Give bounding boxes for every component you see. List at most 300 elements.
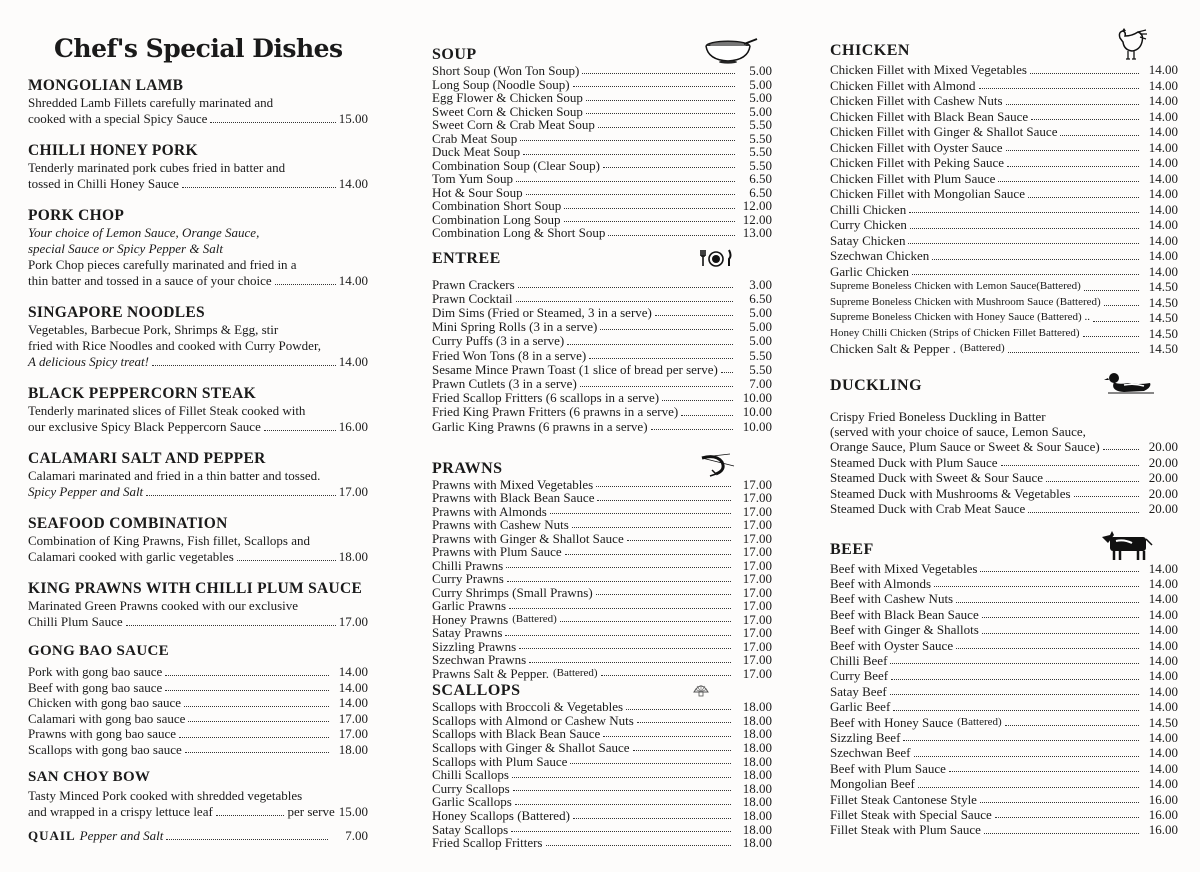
dish-description (28, 257, 368, 273)
description-text: Pork Chop pieces carefully marinated and fried in a (28, 257, 297, 272)
dot-leader (603, 159, 735, 169)
dot-leader (526, 186, 735, 196)
dot-leader (518, 278, 733, 288)
dot-leader (598, 118, 735, 128)
menu-item (432, 714, 772, 728)
menu-item (830, 715, 1178, 730)
price: 5.50 (749, 361, 772, 377)
soup-bowl-icon (702, 38, 758, 64)
item-note: (Battered) (553, 666, 598, 679)
item-name: Steamed Duck with Crab Meat Sauce (830, 501, 1026, 516)
item-name: Curry Beef (830, 668, 889, 684)
special-dish (28, 580, 368, 630)
item-name: Chilli Scallops (432, 767, 509, 783)
dot-leader (637, 714, 731, 724)
item-name: Curry Scallops (432, 780, 510, 796)
description-text: A delicious Spicy treat! (28, 354, 149, 369)
section-title-soup: SOUP (432, 46, 477, 63)
soup-header (432, 38, 772, 64)
price: 16.00 (338, 419, 368, 434)
item-name: Garlic Beef (830, 699, 891, 715)
price: 20.00 (1148, 470, 1178, 485)
section-title-san-choy-bow: SAN CHOY BOW (28, 769, 151, 785)
price: 10.00 (742, 390, 772, 406)
description-text: Vegetables, Barbecue Pork, Shrimps & Egg, stir (28, 322, 279, 337)
price: 17.00 (338, 726, 368, 741)
item-name: Fried Scallop Fritters (6 scallops in a serve) (432, 390, 660, 406)
item-name: Crab Meat Soup (432, 130, 518, 146)
item-name: Sweet Corn & Crab Meat Soup (432, 117, 595, 132)
price: 14.00 (1148, 622, 1178, 638)
description-text: Shredded Lamb Fillets carefully marinated and (28, 95, 274, 110)
price: 18.00 (742, 712, 772, 728)
price: 5.50 (749, 157, 772, 173)
price: 14.50 (1148, 294, 1178, 310)
dot-leader (1007, 155, 1139, 167)
dot-leader (890, 684, 1139, 695)
special-dish (28, 207, 368, 289)
price: 14.50 (1148, 310, 1178, 325)
dot-leader (1104, 295, 1139, 307)
description-text: thin batter and tossed in a sauce of your choice (28, 273, 272, 288)
description-text: tossed in Chilli Honey Sauce (28, 176, 179, 191)
item-name: Scallops with gong bao sauce (28, 741, 182, 757)
item-name: Prawns with gong bao sauce (28, 726, 177, 741)
price: 20.00 (1148, 485, 1178, 501)
item-name: Beef with Ginger & Shallots (830, 622, 979, 638)
menu-item (432, 405, 772, 419)
duckling-desc: Crispy Fried Boneless Duckling in Batter (served with your choice of sauce, Lemon Sauce, Orange Sauce, Plum Sauce or Sweet & Sour Sauce) 20.00 (830, 408, 1178, 454)
price: 14.00 (1148, 108, 1178, 124)
item-name: Chicken Salt & Pepper . (830, 341, 957, 356)
dot-leader (601, 667, 731, 677)
item-name: Chicken Fillet with Ginger & Shallot Sauce (830, 124, 1058, 139)
dot-leader (506, 559, 731, 569)
rooster-icon (1114, 28, 1148, 62)
price: 17.00 (742, 571, 772, 587)
menu-item (830, 561, 1178, 576)
price: 14.00 (1148, 77, 1178, 93)
dot-leader (979, 78, 1139, 90)
item-name: Tom Yum Soup (432, 171, 513, 186)
description-text: Your choice of Lemon Sauce, Orange Sauce, (28, 225, 260, 240)
menu-item (830, 155, 1178, 171)
dot-leader (512, 768, 731, 778)
menu-item (432, 199, 772, 213)
dot-leader (603, 727, 731, 737)
item-name: Chicken Fillet with Mongolian Sauce (830, 186, 1025, 201)
menu-item (830, 186, 1178, 202)
item-name: Prawns with Black Bean Sauce (432, 490, 595, 506)
dot-leader (918, 776, 1139, 787)
menu-item (432, 700, 772, 714)
menu-item (830, 607, 1178, 622)
item-name: Honey Scallops (Battered) (432, 807, 570, 823)
dot-leader (982, 622, 1139, 633)
price: 16.00 (1148, 822, 1178, 838)
description-text: cooked with a special Spicy Sauce (28, 111, 208, 126)
price: 17.00 (338, 484, 368, 499)
price: 17.00 (338, 710, 368, 726)
dot-leader (893, 699, 1139, 710)
dish-description (28, 419, 368, 435)
dot-leader (564, 199, 735, 209)
item-name: Chilli Beef (830, 652, 888, 668)
menu-item (432, 532, 772, 546)
menu-item (432, 640, 772, 654)
dot-leader (914, 745, 1140, 756)
item-name: Supreme Boneless Chicken with Honey Sauce (Battered) .. (830, 311, 1090, 323)
dot-leader (982, 607, 1139, 618)
dot-leader (909, 202, 1139, 214)
dot-leader (1060, 124, 1139, 136)
menu-item (28, 664, 368, 680)
beef-header (830, 531, 1178, 561)
price: 14.00 (1148, 575, 1178, 591)
menu-item (432, 505, 772, 519)
menu-item (830, 233, 1178, 249)
price: 18.00 (742, 780, 772, 796)
dot-leader (903, 730, 1139, 741)
section-title-chicken: CHICKEN (830, 42, 910, 59)
price: 5.00 (749, 333, 772, 349)
dish-description (28, 322, 368, 338)
san-choy-bow-desc: Tasty Minced Pork cooked with shredded vegetables (28, 788, 303, 803)
menu-item (432, 727, 772, 741)
price: 18.00 (742, 807, 772, 823)
menu-item (830, 341, 1178, 357)
special-dish (28, 515, 368, 565)
menu-item (830, 653, 1178, 668)
special-dish (28, 450, 368, 500)
dot-leader (934, 576, 1139, 587)
price: 7.00 (749, 375, 772, 391)
dot-leader (565, 545, 731, 555)
menu-item (432, 599, 772, 613)
menu-item (830, 668, 1178, 683)
item-name: Prawns with Almonds (432, 503, 547, 519)
dot-leader (980, 792, 1139, 803)
menu-item (432, 823, 772, 837)
menu-item (432, 586, 772, 600)
menu-item (28, 695, 368, 711)
dish-description (28, 95, 368, 111)
price: 14.00 (1148, 729, 1178, 745)
menu-item (28, 680, 368, 696)
dot-leader (1046, 470, 1139, 482)
item-note: (Battered) (957, 715, 1002, 728)
price: 17.00 (742, 517, 772, 533)
menu-item (432, 118, 772, 132)
item-name: Prawn Cutlets (3 in a serve) (432, 375, 577, 391)
dish-description (28, 338, 368, 354)
entree-items (432, 278, 772, 434)
dot-leader (516, 172, 735, 182)
dish-name: CHILLI HONEY PORK (28, 142, 198, 159)
quail-item (28, 828, 368, 844)
price: 14.50 (1148, 279, 1178, 294)
menu-item (432, 613, 772, 627)
description-text: Tenderly marinated pork cubes fried in batter and (28, 160, 286, 175)
description-text: Calamari cooked with garlic vegetables (28, 549, 234, 564)
dot-leader (627, 532, 731, 542)
menu-item (432, 768, 772, 782)
dot-leader (681, 405, 733, 415)
item-name: Duck Meat Soup (432, 144, 521, 159)
quail-desc: Pepper and Salt (79, 828, 164, 843)
prawn-icon (696, 452, 736, 478)
item-name: Beef with Honey Sauce (830, 714, 954, 730)
menu-item (432, 741, 772, 755)
dot-leader (1006, 140, 1139, 152)
dot-leader (509, 599, 731, 609)
dot-leader (956, 591, 1139, 602)
dish-name: KING PRAWNS WITH CHILLI PLUM SAUCE (28, 580, 363, 597)
item-name: Satay Scallops (432, 821, 509, 837)
price: 14.00 (1148, 637, 1178, 653)
price: 5.00 (749, 90, 772, 105)
menu-item (432, 653, 772, 667)
dish-description (28, 176, 368, 192)
item-name: Fried Won Tons (8 in a serve) (432, 347, 587, 363)
menu-item (432, 518, 772, 532)
dot-leader (908, 233, 1139, 245)
price: 20.00 (1148, 454, 1178, 470)
dish-description (28, 160, 368, 176)
price: 14.00 (1148, 217, 1178, 232)
price: 15.00 (338, 111, 368, 126)
price: 5.00 (749, 63, 772, 78)
price: 14.50 (1148, 325, 1178, 341)
duckling-header (830, 371, 1178, 395)
dot-leader (275, 273, 336, 285)
price: 18.00 (742, 821, 772, 837)
price: 5.00 (749, 76, 772, 92)
dot-leader (505, 626, 731, 636)
item-name: Fillet Steak with Plum Sauce (830, 822, 981, 838)
quail-price: 7.00 (345, 828, 368, 843)
dot-leader (633, 741, 731, 751)
column-soup-entree-seafood (432, 38, 772, 850)
item-name: Prawns Salt & Pepper. (432, 665, 549, 681)
item-name: Honey Prawns (432, 611, 509, 627)
menu-item (432, 64, 772, 78)
item-name: Beef with Oyster Sauce (830, 637, 954, 653)
menu-item (830, 807, 1178, 822)
description-text: fried with Rice Noodles and cooked with Curry Powder, (28, 338, 322, 353)
dot-leader (998, 171, 1139, 183)
dish-description (28, 403, 368, 419)
dot-leader (890, 653, 1139, 664)
item-name: Curry Chicken (830, 217, 907, 232)
menu-item (830, 62, 1178, 78)
menu-item (432, 132, 772, 146)
item-note: (Battered) (512, 612, 557, 625)
dot-leader (1001, 455, 1139, 467)
price: 6.50 (749, 171, 772, 186)
scallops-header (432, 682, 772, 700)
dot-leader (166, 828, 328, 840)
item-name: Beef with Plum Sauce (830, 760, 946, 776)
menu-item (432, 363, 772, 377)
price: 14.00 (1148, 93, 1178, 108)
dot-leader (511, 823, 731, 833)
item-name: Calamari with gong bao sauce (28, 710, 186, 726)
price: 5.00 (749, 103, 772, 119)
dot-leader (567, 334, 733, 344)
item-name: Supreme Boneless Chicken with Lemon Sauce(Battered) (830, 280, 1081, 292)
menu-item (432, 306, 772, 320)
dish-description (28, 241, 368, 257)
price: 14.00 (1148, 201, 1178, 217)
menu-item (830, 140, 1178, 156)
dot-leader (1005, 715, 1139, 726)
menu-item (432, 213, 772, 227)
price: 14.50 (1148, 714, 1178, 730)
item-name: Short Soup (Won Ton Soup) (432, 63, 580, 78)
san-choy-bow-desc-price: and wrapped in a crispy lettuce leaf per serve 15.00 (28, 804, 368, 819)
dish-name: BLACK PEPPERCORN STEAK (28, 385, 256, 402)
quail-label: QUAIL (28, 828, 76, 843)
menu-item (432, 420, 772, 434)
item-name: Fried King Prawn Fritters (6 prawns in a serve) (432, 404, 679, 420)
menu-item (432, 795, 772, 809)
dot-leader (146, 484, 336, 496)
item-name: Sweet Corn & Chicken Soup (432, 103, 583, 119)
menu-item (830, 622, 1178, 637)
item-name: Hot & Sour Soup (432, 184, 523, 200)
dot-leader (626, 700, 731, 710)
price: 18.00 (338, 549, 368, 564)
price: 18.00 (742, 726, 772, 742)
menu-item (830, 501, 1178, 517)
menu-item (432, 572, 772, 586)
price: 18.00 (742, 767, 772, 783)
price: 14.00 (338, 176, 368, 191)
dot-leader (126, 614, 336, 626)
dot-leader (580, 377, 733, 387)
price: 14.00 (1148, 606, 1178, 622)
price: 13.00 (742, 225, 772, 240)
dot-leader (179, 726, 329, 738)
item-name: Chicken Fillet with Oyster Sauce (830, 139, 1003, 155)
item-name: Satay Beef (830, 683, 887, 699)
menu-item (830, 202, 1178, 218)
menu-item (432, 491, 772, 505)
menu-item (432, 478, 772, 492)
price: 14.00 (1148, 683, 1178, 699)
description-text: Marinated Green Prawns cooked with our exclusive (28, 598, 299, 613)
price: 14.50 (1148, 341, 1178, 356)
dot-leader (516, 292, 733, 302)
menu-item (830, 217, 1178, 233)
dot-leader (184, 695, 329, 707)
price: 17.00 (742, 544, 772, 560)
price: 12.00 (742, 211, 772, 227)
item-name: Sizzling Beef (830, 729, 901, 745)
item-name: Beef with Almonds (830, 575, 932, 591)
item-name: Honey Chilli Chicken (Strips of Chicken Fillet Battered) (830, 326, 1080, 339)
item-name: Steamed Duck with Mushrooms & Vegetables (830, 485, 1071, 501)
dot-leader (596, 478, 731, 488)
duckling-items (830, 455, 1178, 517)
price: 17.00 (742, 557, 772, 573)
dot-leader (1093, 310, 1139, 322)
item-name: Scallops with Black Bean Sauce (432, 726, 601, 742)
dot-leader (586, 105, 735, 115)
section-title-scallops: SCALLOPS (432, 682, 521, 700)
dot-leader (152, 354, 336, 366)
price: 18.00 (742, 740, 772, 756)
item-name: Satay Chicken (830, 232, 906, 248)
dish-description (28, 354, 368, 370)
dot-leader (984, 822, 1139, 833)
menu-item (830, 470, 1178, 486)
item-name: Scallops with Plum Sauce (432, 753, 568, 769)
menu-item (830, 310, 1178, 326)
price: 18.00 (742, 699, 772, 715)
menu-item (432, 545, 772, 559)
item-name: Pork with gong bao sauce (28, 664, 163, 679)
price: 14.00 (1148, 652, 1178, 668)
price: 17.00 (742, 598, 772, 614)
dot-leader (891, 668, 1139, 679)
menu-item (432, 278, 772, 292)
dish-name: MONGOLIAN LAMB (28, 77, 184, 94)
menu-item (830, 109, 1178, 125)
item-name: Chilli Chicken (830, 201, 907, 217)
price: 18.00 (742, 753, 772, 769)
item-name: Steamed Duck with Sweet & Sour Sauce (830, 470, 1044, 485)
item-name: Chicken Fillet with Mixed Vegetables (830, 62, 1027, 77)
dot-leader (165, 680, 329, 692)
column-chicken-duckling-beef (830, 40, 1178, 838)
dot-leader (995, 807, 1139, 818)
dish-name: CALAMARI SALT AND PEPPER (28, 450, 266, 467)
item-name: Combination Short Soup (432, 198, 562, 213)
dot-leader (1031, 109, 1139, 121)
price: 5.00 (749, 319, 772, 335)
price: 6.50 (749, 184, 772, 200)
item-name: Curry Shrimps (Small Prawns) (432, 584, 593, 600)
item-name: Supreme Boneless Chicken with Mushroom Sauce (Battered) (830, 295, 1101, 308)
price: 14.00 (1148, 62, 1178, 77)
dish-description (28, 614, 368, 630)
item-note: (Battered) (960, 342, 1005, 354)
item-name: Chicken Fillet with Almond (830, 77, 976, 93)
prawns-items (432, 478, 772, 681)
price: 12.00 (742, 198, 772, 213)
menu-item (432, 377, 772, 391)
dot-leader (608, 226, 735, 236)
price: 14.00 (1148, 560, 1178, 576)
dot-leader (216, 804, 285, 816)
dot-leader (570, 755, 731, 765)
price: 16.00 (1148, 791, 1178, 807)
menu-item (432, 78, 772, 92)
menu-item (830, 326, 1178, 342)
price: 17.00 (742, 625, 772, 641)
item-name: Garlic King Prawns (6 prawns in a serve) (432, 418, 648, 434)
price: 14.00 (1148, 139, 1178, 155)
description-text: Chilli Plum Sauce (28, 614, 123, 629)
item-name: Long Soup (Noodle Soup) (432, 76, 570, 92)
price: 17.00 (742, 611, 772, 627)
specials-list (28, 77, 368, 630)
menu-item (432, 809, 772, 823)
price: 5.50 (749, 347, 772, 363)
price: 3.00 (749, 276, 772, 292)
